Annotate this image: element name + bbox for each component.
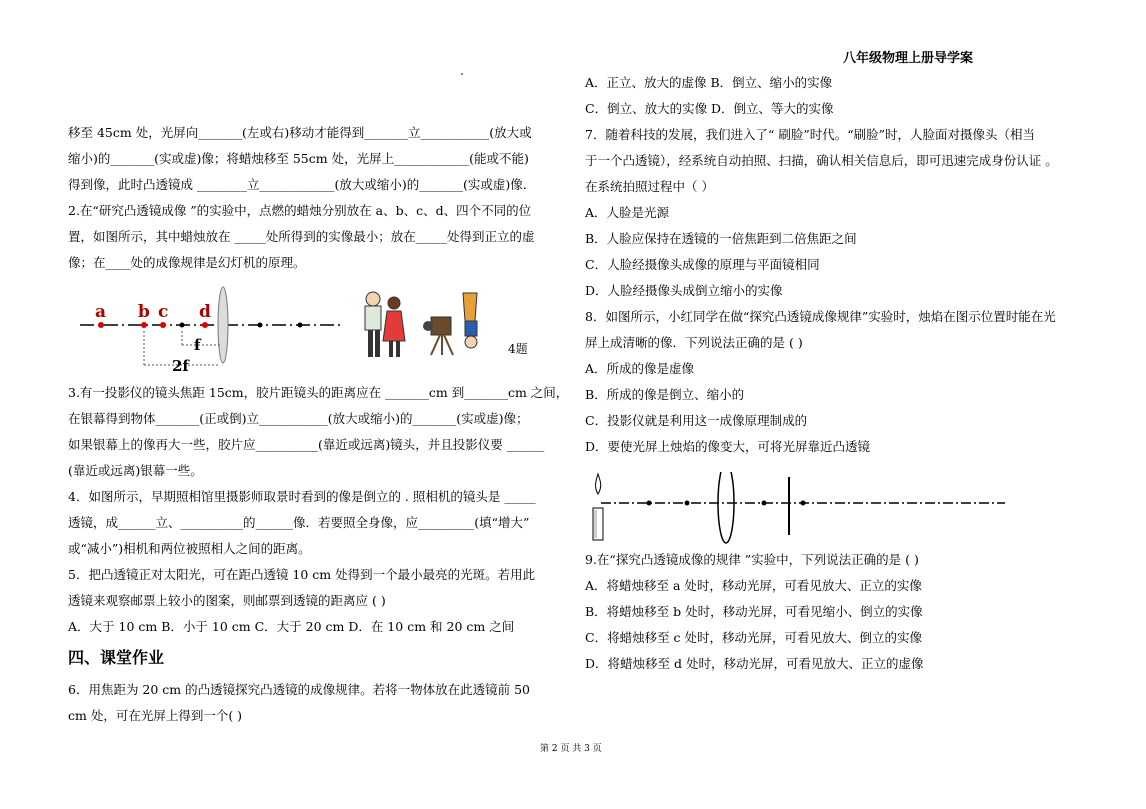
q8-line-2: 屏上成清晰的像．下列说法正确的是 ( ) <box>585 335 803 350</box>
q7-option-c: C．人脸经摄像头成像的原理与平面镜相同 <box>585 257 820 272</box>
q4-line-2: 透镜，成______立、__________的______像．若要照全身像，应_________(填“增大” <box>68 515 530 530</box>
q6-options-1: A．正立、放大的虚像 B．倒立、缩小的实像 <box>585 75 833 90</box>
point-b <box>141 322 147 328</box>
page-header: 八年级物理上册导学案 <box>843 51 974 66</box>
q3-line-2: 在银幕得到物体_______(正或倒)立___________(放大或缩小)的_______(实或虚)像； <box>68 411 529 426</box>
lens-diagram <box>68 285 568 385</box>
q1-line-1: 移至 45cm 处，光屏向_______(左或右)移动才能得到_______立___________(放大或 <box>68 125 532 140</box>
label-2f: 2f <box>172 357 189 375</box>
label-a: a <box>95 302 107 322</box>
q9-option-b: B．将蜡烛移至 b 处时，移动光屏，可看见缩小、倒立的实像 <box>585 604 923 619</box>
q2-line-2: 置，如图所示，其中蜡烛放在 _____处所得到的实像最小；放在_____处得到正立的虚 <box>68 229 535 244</box>
q1-line-2: 缩小)的_______(实或虚)像；将蜡烛移至 55cm 处，光屏上____________(能或不能) <box>68 151 529 166</box>
q3-line-3: 如果银幕上的像再大一些，胶片应__________(靠近或远离)镜头，并且投影仪要 ______ <box>68 437 545 452</box>
candle-icon <box>593 474 603 540</box>
label-b: b <box>138 302 150 322</box>
photo-label: 4题 <box>508 342 528 356</box>
q7-option-b: B．人脸应保持在透镜的一倍焦距到二倍焦距之间 <box>585 231 857 246</box>
q1-line-3: 得到像，此时凸透镜成 ________立____________(放大或缩小)的_______(实或虚)像. <box>68 177 527 192</box>
q7-line-2: 于一个凸透镜），经系统自动拍照、扫描，确认相关信息后，即可迅速完成身份认证 。 <box>585 153 1058 168</box>
label-c: c <box>158 302 169 322</box>
candle-lens-diagram <box>585 472 1015 544</box>
label-f: f <box>194 336 201 354</box>
right-column-q9 <box>585 547 1085 677</box>
point-a <box>98 322 104 328</box>
q6-line-2: cm 处，可在光屏上得到一个( ) <box>68 708 243 723</box>
q8-line-1: 8．如图所示，小红同学在做“探究凸透镜成像规律”实验时，烛焰在图示位置时能在光 <box>585 309 1056 324</box>
label-d: d <box>199 302 211 322</box>
q7-line-3: 在系统拍照过程中（ ） <box>585 179 714 194</box>
q8-option-d: D．要使光屏上烛焰的像变大，可将光屏靠近凸透镜 <box>585 439 871 454</box>
q4-line-1: 4．如图所示，早期照相馆里摄影师取景时看到的像是倒立的 . 照相机的镜头是 _____ <box>68 489 536 504</box>
point-d <box>202 322 208 328</box>
q3-line-4: (靠近或远离)银幕一些。 <box>68 463 203 478</box>
q7-option-a: A．人脸是光源 <box>585 205 670 220</box>
convex-lens <box>218 287 228 363</box>
left-column-q6 <box>68 677 564 729</box>
left-column-lower <box>68 380 569 640</box>
q9-line-1: 9.在“探究凸透镜成像的规律 ”实验中，下列说法正确的是 ( ) <box>585 552 919 567</box>
point-c <box>160 322 166 328</box>
q8-option-b: B．所成的像是倒立、缩小的 <box>585 387 745 402</box>
q7-line-1: 7．随着科技的发展，我们进入了“ 刷脸”时代。“刷脸”时，人脸面对摄像头（相当 <box>585 127 1035 142</box>
q6-line-1: 6．用焦距为 20 cm 的凸透镜探究凸透镜的成像规律。若将一物体放在此透镜前 50 <box>68 682 531 697</box>
q8-option-a: A．所成的像是虚像 <box>585 361 695 376</box>
photographer-illustration <box>365 292 528 357</box>
q9-option-d: D．将蜡烛移至 d 处时，移动光屏，可看见放大、正立的虚像 <box>585 656 924 671</box>
q7-option-d: D．人脸经摄像头成倒立缩小的实像 <box>585 283 783 298</box>
q5-line-2: 透镜来观察邮票上较小的图案，则邮票到透镜的距离应 ( ) <box>68 593 386 608</box>
convex-lens-2 <box>718 472 734 543</box>
q9-option-a: A．将蜡烛移至 a 处时，移动光屏，可看见放大、正立的实像 <box>585 578 922 593</box>
left-column <box>68 120 564 276</box>
q4-line-3: 或“减小”)相机和两位被照相人之间的距离。 <box>68 541 311 556</box>
speck <box>461 73 463 75</box>
q8-option-c: C．投影仪就是利用这一成像原理制成的 <box>585 413 808 428</box>
section-title: 四、课堂作业 <box>68 648 165 667</box>
q6-options-2: C．倒立、放大的实像 D．倒立、等大的实像 <box>585 101 834 116</box>
right-column <box>585 70 1085 460</box>
q2-line-1: 2.在“研究凸透镜成像 ”的实验中，点燃的蜡烛分别放在 a、b、c、d、四个不同的位 <box>68 203 532 218</box>
q9-option-c: C．将蜡烛移至 c 处时，移动光屏，可看见放大、倒立的实像 <box>585 630 923 645</box>
page-footer: 第 2 页 共 3 页 <box>540 744 602 754</box>
q3-line-1: 3.有一投影仪的镜头焦距 15cm，胶片距镜头的距离应在 _______cm 到_______cm 之间， <box>68 385 569 400</box>
q2-line-3: 像；在____处的成像规律是幻灯机的原理。 <box>68 255 306 270</box>
q5-options: A．大于 10 cm B．小于 10 cm C．大于 20 cm D．在 10 cm 和 20 cm 之间 <box>68 619 515 634</box>
q5-line-1: 5．把凸透镜正对太阳光，可在距凸透镜 10 cm 处得到一个最小最亮的光斑。若用此 <box>68 567 536 582</box>
